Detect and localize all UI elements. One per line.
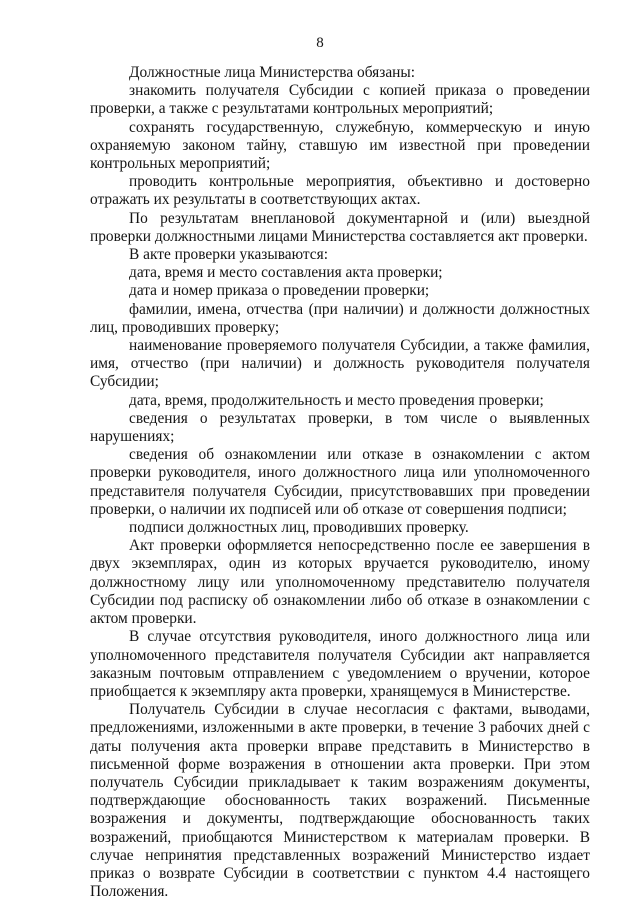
list-item-act-date-place: дата, время и место составления акта проверки; [129, 264, 443, 282]
paragraph-act-contents-intro: В акте проверки указываются: [129, 246, 328, 264]
paragraph-act-formalized: Акт проверки оформляется непосредственно после ее завершения в двух экземплярах, один из которых вручается руководителю, иному должностному лицу или уполномоченному представителю получателя Субсидии под расписку об ознакомлении либо об отказе в ознакомлении с актом проверки. [90, 537, 590, 628]
paragraph-act-compiled: По результатам внеплановой документарной и (или) выездной проверки должностными лицами Министерства составляется акт проверки. [90, 209, 590, 245]
document-body [90, 64, 590, 901]
paragraph-act-mailed: В случае отсутствия руководителя, иного должностного лица или уполномоченного представителя получателя Субсидии акт направляется заказным почтовым отправлением с уведомлением о вручении, которое приобщается к экземпляру акта проверки, хранящемуся в Министерстве. [90, 628, 590, 700]
list-item-results: сведения о результатах проверки, в том числе о выявленных нарушениях; [90, 409, 590, 446]
page-number: 8 [316, 35, 324, 51]
list-item-order-number: дата и номер приказа о проведении проверки; [129, 282, 430, 300]
list-item-signatures: подписи должностных лиц, проводивших проверку. [129, 519, 469, 537]
paragraph-objections: Получатель Субсидии в случае несогласия с фактами, выводами, предложениями, изложенными в акте проверки, в течение 3 рабочих дней с даты получения акта проверки вправе представить в Министерство в письменной форме возражения в отношении акта проверки. При этом получатель Субсидии прикладывает к таким возражениям документы, подтверждающие обоснованность таких возражений. Письменные возражения и документы, подтверждающие обоснованность таких возражений, приобщаются Министерством к материалам проверки. В случае непринятия представленных возражений Министерство издает приказ о возврате Субсидии в соответствии с пунктом 4.4 настоящего Положения. [90, 701, 590, 901]
list-item-inspection-time: дата, время, продолжительность и место проведения проверки; [129, 391, 544, 409]
paragraph-officials-obliged: Должностные лица Министерства обязаны: [129, 64, 416, 81]
paragraph-keep-secrets: сохранять государственную, служебную, коммерческую и иную охраняемую законом тайну, ставшую им известной при проведении контрольных мероприятий; [90, 118, 590, 173]
paragraph-conduct-objectively: проводить контрольные мероприятия, объективно и достоверно отражать их результаты в соответствующих актах. [90, 173, 590, 209]
list-item-recipient-name: наименование проверяемого получателя Субсидии, а также фамилия, имя, отчество (при наличии) и должность руководителя получателя Субсидии; [90, 337, 590, 391]
list-item-inspectors: фамилии, имена, отчества (при наличии) и должности должностных лиц, проводивших проверку; [90, 300, 590, 336]
paragraph-notify-recipient: знакомить получателя Субсидии с копией приказа о проведении проверки, а также с результатами контрольных мероприятий; [90, 82, 590, 118]
list-item-acquaintance: сведения об ознакомлении или отказе в ознакомлении с актом проверки руководителя, иного должностного лица или уполномоченного представителя получателя Субсидии, присутствовавших при проведении проверки, о наличии их подписей или об отказе от совершения подписи; [90, 446, 590, 518]
